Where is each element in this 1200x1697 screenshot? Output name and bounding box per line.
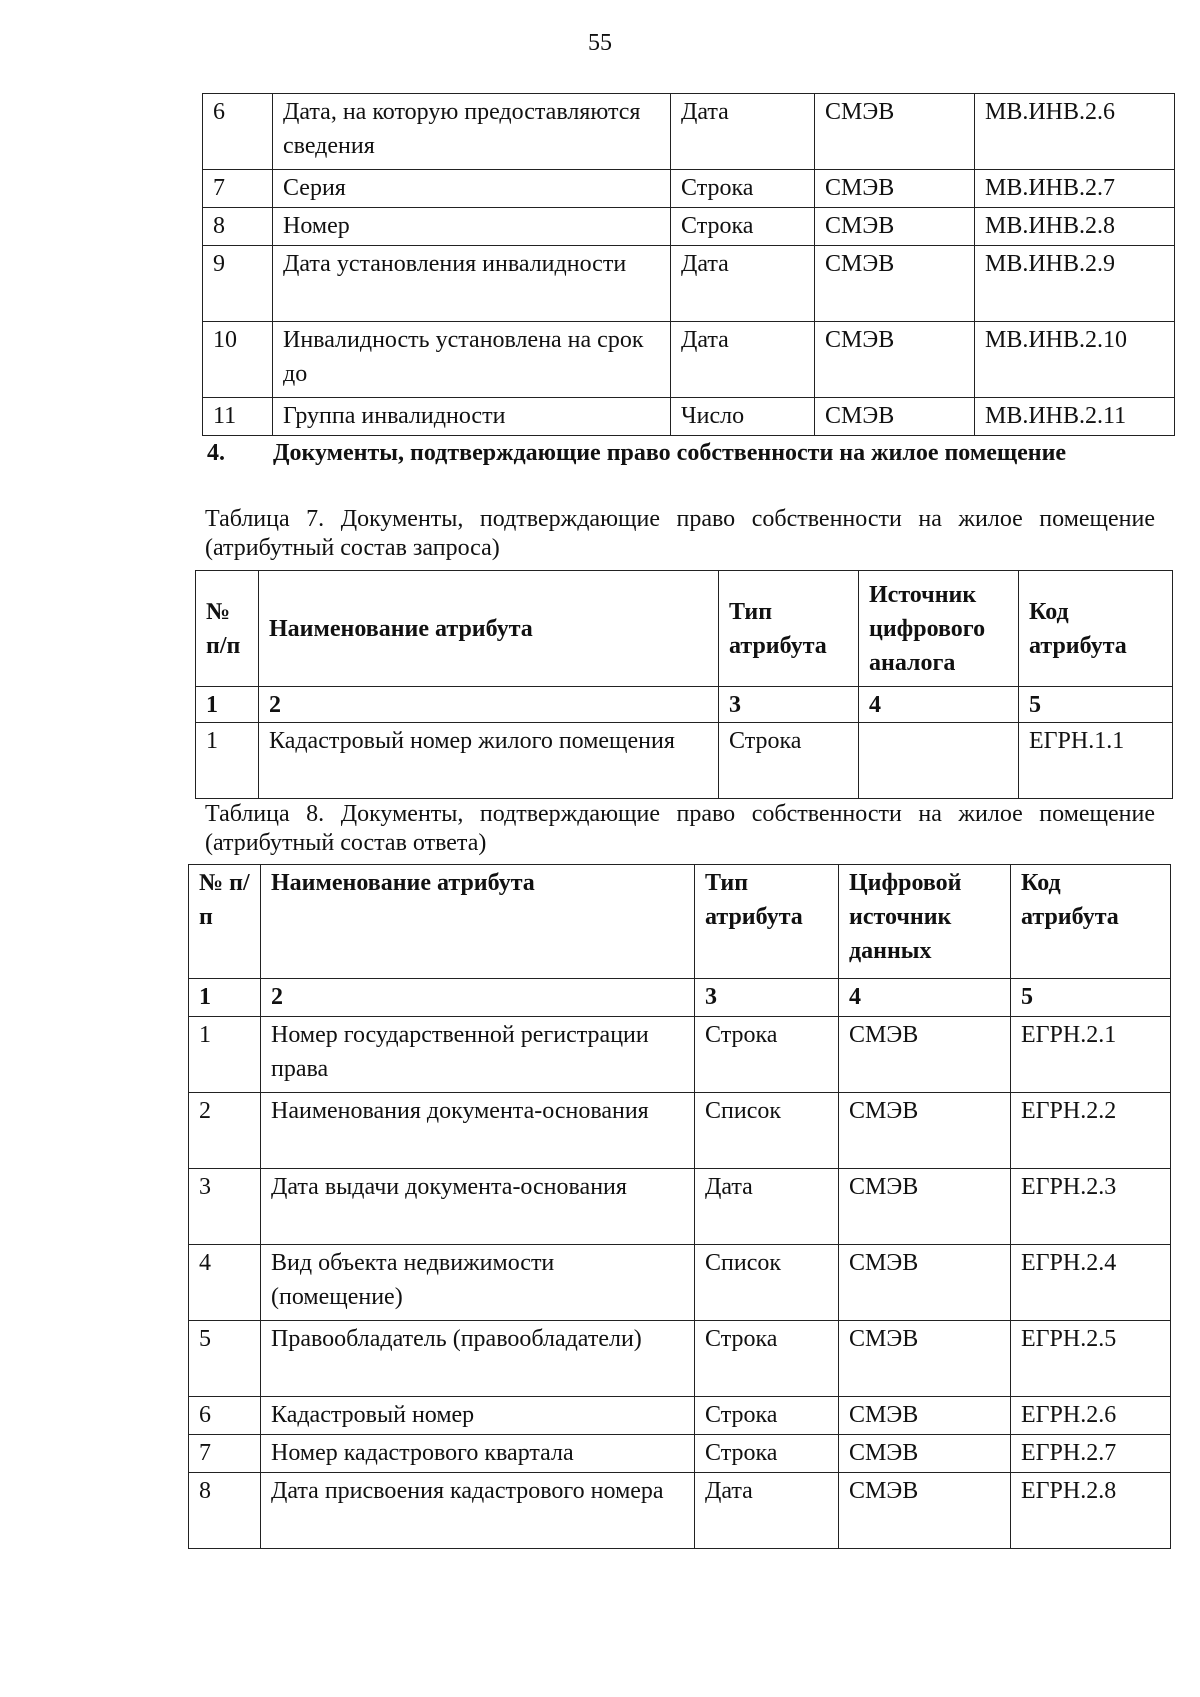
attribute-source: СМЭВ	[815, 322, 975, 398]
table-row	[203, 398, 1175, 436]
attribute-source: СМЭВ	[815, 208, 975, 246]
column-numbers-row	[196, 687, 1173, 723]
section-number: 4.	[207, 440, 225, 466]
table-row	[189, 1017, 1171, 1093]
attribute-type: Дата	[695, 1473, 839, 1549]
row-number: 8	[189, 1473, 261, 1549]
table-row	[189, 1397, 1171, 1435]
header-type: Тип атрибута	[719, 571, 859, 687]
table7-caption: Таблица 7. Документы, подтверждающие право собственности на жилое помещение (атрибутный состав запроса)	[205, 506, 1155, 561]
attribute-name: Группа инвалидности	[273, 398, 671, 436]
attribute-name: Наименования документа-основания	[261, 1093, 695, 1169]
attribute-name: Дата присвоения кадастрового номера	[261, 1473, 695, 1549]
attribute-code: ЕГРН.2.1	[1011, 1017, 1171, 1093]
row-number: 7	[189, 1435, 261, 1473]
attribute-code: ЕГРН.2.5	[1011, 1321, 1171, 1397]
table7	[195, 570, 1173, 799]
column-number: 1	[196, 687, 259, 723]
table8-caption: Таблица 8. Документы, подтверждающие право собственности на жилое помещение (атрибутный состав ответа)	[205, 801, 1155, 856]
column-number: 1	[189, 979, 261, 1017]
attribute-name: Инвалидность установлена на срок до	[273, 322, 671, 398]
header-code: Код атрибута	[1019, 571, 1173, 687]
column-number: 5	[1011, 979, 1171, 1017]
attribute-name: Правообладатель (правообладатели)	[261, 1321, 695, 1397]
attribute-code: ЕГРН.1.1	[1019, 723, 1173, 799]
attribute-type: Строка	[671, 170, 815, 208]
attribute-source: СМЭВ	[815, 398, 975, 436]
attribute-type: Строка	[695, 1017, 839, 1093]
row-number: 3	[189, 1169, 261, 1245]
attribute-name: Дата выдачи документа-основания	[261, 1169, 695, 1245]
table-row	[189, 1321, 1171, 1397]
row-number: 6	[203, 94, 273, 170]
attribute-name: Номер государственной регистрации права	[261, 1017, 695, 1093]
column-number: 2	[259, 687, 719, 723]
attribute-code: ЕГРН.2.8	[1011, 1473, 1171, 1549]
attribute-source: СМЭВ	[815, 94, 975, 170]
row-number: 1	[196, 723, 259, 799]
header-source: Источник цифрового аналога	[859, 571, 1019, 687]
attribute-source: СМЭВ	[839, 1093, 1011, 1169]
attribute-source: СМЭВ	[839, 1017, 1011, 1093]
attribute-type: Строка	[695, 1397, 839, 1435]
row-number: 11	[203, 398, 273, 436]
table-header-row	[196, 571, 1173, 687]
header-number: № п/п	[189, 865, 261, 979]
table-row	[189, 1245, 1171, 1321]
attribute-name: Вид объекта недвижимости (помещение)	[261, 1245, 695, 1321]
attribute-type: Список	[695, 1093, 839, 1169]
table-header-row	[189, 865, 1171, 979]
attribute-code: МВ.ИНВ.2.7	[975, 170, 1175, 208]
attribute-type: Строка	[695, 1435, 839, 1473]
table-row	[189, 1473, 1171, 1549]
attribute-source: СМЭВ	[815, 246, 975, 322]
row-number: 8	[203, 208, 273, 246]
header-code: Код атрибута	[1011, 865, 1171, 979]
attribute-code: МВ.ИНВ.2.6	[975, 94, 1175, 170]
attribute-type: Строка	[719, 723, 859, 799]
attribute-type: Строка	[695, 1321, 839, 1397]
attribute-type: Строка	[671, 208, 815, 246]
attribute-source: СМЭВ	[839, 1473, 1011, 1549]
attribute-name: Кадастровый номер	[261, 1397, 695, 1435]
attribute-name: Кадастровый номер жилого помещения	[259, 723, 719, 799]
row-number: 7	[203, 170, 273, 208]
table-row	[196, 723, 1173, 799]
table-continuation	[202, 93, 1175, 436]
column-numbers-row	[189, 979, 1171, 1017]
column-number: 4	[839, 979, 1011, 1017]
attribute-type: Дата	[671, 94, 815, 170]
attribute-code: ЕГРН.2.6	[1011, 1397, 1171, 1435]
row-number: 9	[203, 246, 273, 322]
attribute-source: СМЭВ	[839, 1435, 1011, 1473]
row-number: 4	[189, 1245, 261, 1321]
header-source: Цифровой источник данных	[839, 865, 1011, 979]
attribute-name: Дата установления инвалидности	[273, 246, 671, 322]
attribute-source: СМЭВ	[839, 1321, 1011, 1397]
table-row	[203, 94, 1175, 170]
attribute-code: ЕГРН.2.3	[1011, 1169, 1171, 1245]
column-number: 4	[859, 687, 1019, 723]
attribute-name: Дата, на которую предоставляются сведения	[273, 94, 671, 170]
column-number: 3	[695, 979, 839, 1017]
table8	[188, 864, 1171, 1549]
attribute-source: СМЭВ	[839, 1169, 1011, 1245]
table-row	[203, 208, 1175, 246]
header-type: Тип атрибута	[695, 865, 839, 979]
column-number: 5	[1019, 687, 1173, 723]
section-heading	[207, 438, 1157, 469]
attribute-name: Номер	[273, 208, 671, 246]
attribute-type: Дата	[695, 1169, 839, 1245]
table-row	[189, 1435, 1171, 1473]
attribute-source	[859, 723, 1019, 799]
attribute-name: Серия	[273, 170, 671, 208]
column-number: 2	[261, 979, 695, 1017]
table-row	[203, 322, 1175, 398]
attribute-name: Номер кадастрового квартала	[261, 1435, 695, 1473]
table-row	[203, 170, 1175, 208]
header-name: Наименование атрибута	[259, 571, 719, 687]
attribute-code: МВ.ИНВ.2.11	[975, 398, 1175, 436]
attribute-code: ЕГРН.2.2	[1011, 1093, 1171, 1169]
attribute-code: ЕГРН.2.7	[1011, 1435, 1171, 1473]
row-number: 1	[189, 1017, 261, 1093]
attribute-code: МВ.ИНВ.2.10	[975, 322, 1175, 398]
row-number: 2	[189, 1093, 261, 1169]
row-number: 10	[203, 322, 273, 398]
attribute-source: СМЭВ	[839, 1245, 1011, 1321]
table-row	[203, 246, 1175, 322]
attribute-source: СМЭВ	[839, 1397, 1011, 1435]
header-name: Наименование атрибута	[261, 865, 695, 979]
table-row	[189, 1169, 1171, 1245]
column-number: 3	[719, 687, 859, 723]
attribute-type: Число	[671, 398, 815, 436]
attribute-code: МВ.ИНВ.2.8	[975, 208, 1175, 246]
header-number: № п/п	[196, 571, 259, 687]
attribute-type: Дата	[671, 322, 815, 398]
attribute-code: МВ.ИНВ.2.9	[975, 246, 1175, 322]
attribute-type: Список	[695, 1245, 839, 1321]
table-row	[189, 1093, 1171, 1169]
attribute-type: Дата	[671, 246, 815, 322]
row-number: 6	[189, 1397, 261, 1435]
attribute-code: ЕГРН.2.4	[1011, 1245, 1171, 1321]
section-title: Документы, подтверждающие право собственности на жилое помещение	[273, 440, 1067, 466]
attribute-source: СМЭВ	[815, 170, 975, 208]
row-number: 5	[189, 1321, 261, 1397]
page-number: 55	[588, 30, 612, 56]
